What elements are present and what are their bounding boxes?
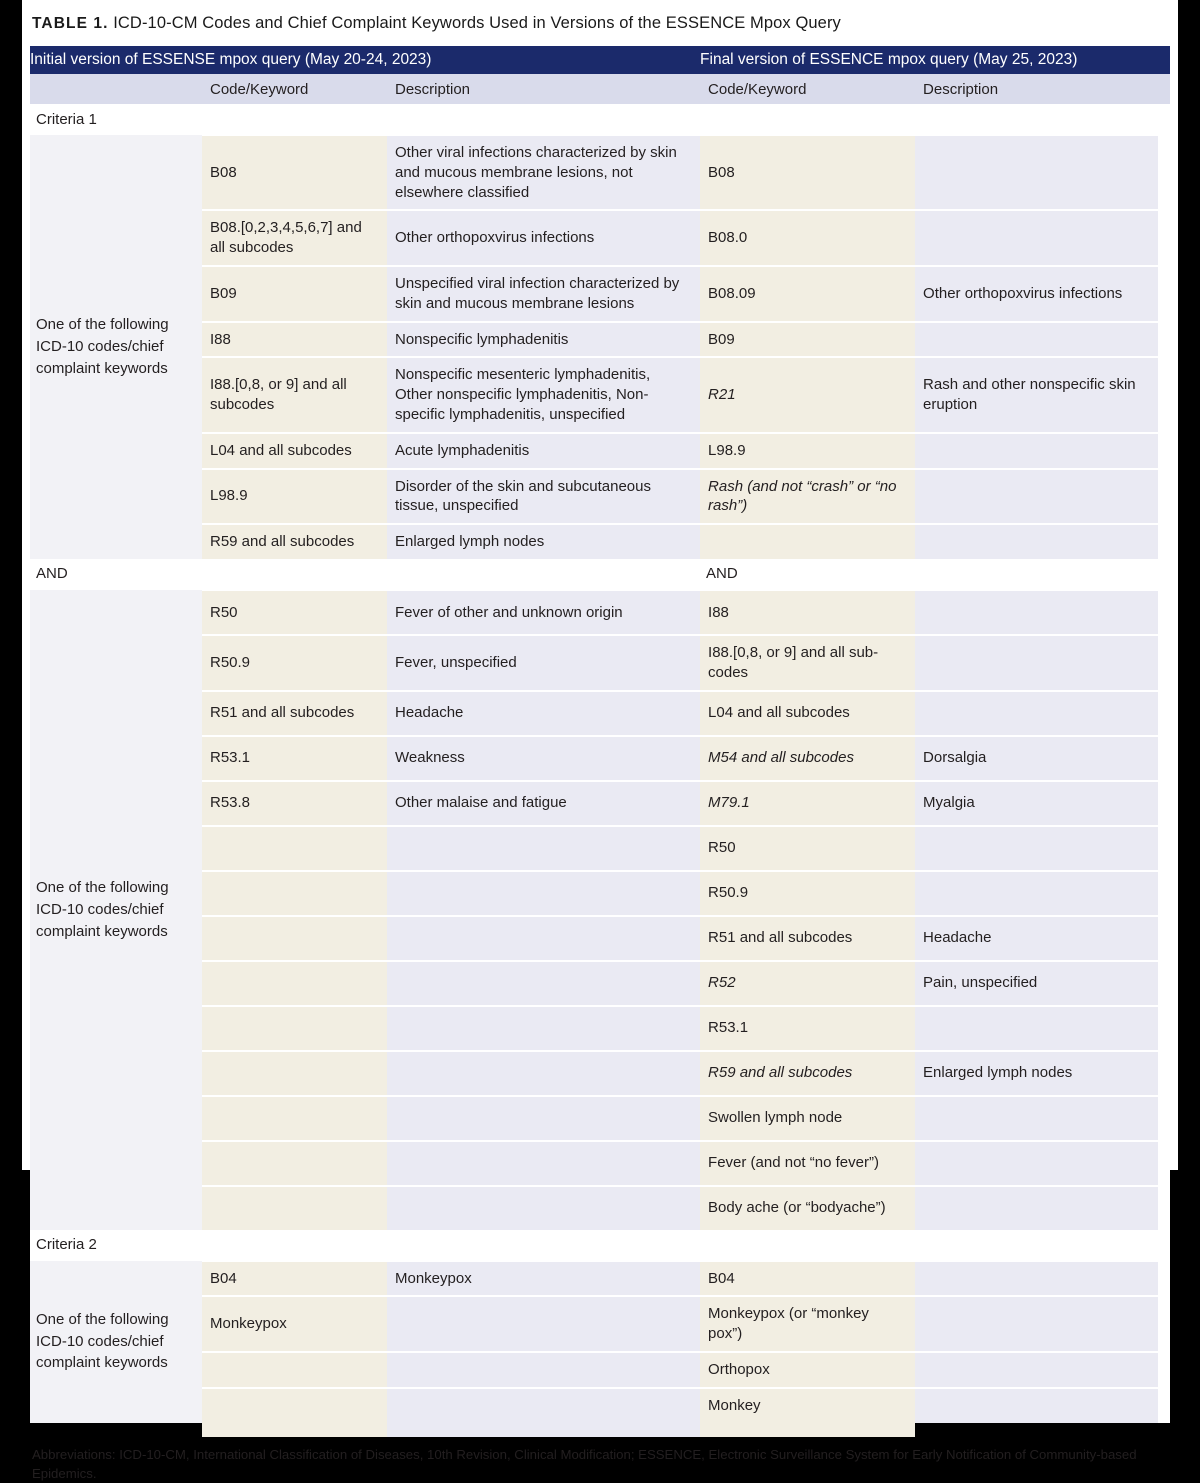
cell-code-keyword-initial: R59 and all subcodes [202, 524, 387, 559]
section-label-row [30, 559, 1170, 590]
cell-code-keyword-final: Monkey [700, 1388, 915, 1423]
cell-description-final: Myalgia [915, 781, 1158, 826]
cell-code-keyword-final: R50 [700, 826, 915, 871]
cell-description-initial [387, 1352, 700, 1388]
row-tail-spacer [1158, 1296, 1170, 1352]
criteria-1-label: Criteria 1 [30, 104, 1170, 135]
row-tail-spacer [1158, 961, 1170, 1006]
cell-code-keyword-initial: B09 [202, 266, 387, 322]
cell-code-keyword-final: L98.9 [700, 433, 915, 469]
cell-description-initial [387, 1006, 700, 1051]
cell-description-final [915, 1141, 1158, 1186]
cell-description-initial [387, 1296, 700, 1352]
criteria-label-criteria-1: One of the following ICD-10 codes/chief complaint keywords [30, 135, 202, 559]
criteria-label-criteria-1b: One of the following ICD-10 codes/chief complaint keywords [30, 590, 202, 1230]
cell-description-initial [387, 1388, 700, 1423]
cell-code-keyword-final: Body ache (or “bodyache”) [700, 1186, 915, 1230]
cell-description-final [915, 590, 1158, 635]
cell-description-final [915, 1096, 1158, 1141]
bottom-strip-cream-final [700, 1423, 915, 1437]
cell-description-final: Dorsalgia [915, 736, 1158, 781]
cell-code-keyword-final: R59 and all subcodes [700, 1051, 915, 1096]
cell-code-keyword-final: R51 and all subcodes [700, 916, 915, 961]
cell-code-keyword-final: B04 [700, 1261, 915, 1297]
cell-code-keyword-initial: R50.9 [202, 635, 387, 691]
row-tail-spacer [1158, 871, 1170, 916]
cell-code-keyword-final: B09 [700, 322, 915, 358]
row-tail-spacer [1158, 691, 1170, 736]
cell-code-keyword-final: M79.1 [700, 781, 915, 826]
cell-description-initial [387, 961, 700, 1006]
cell-description-final [915, 1261, 1158, 1297]
cell-description-final [915, 469, 1158, 525]
row-tail-spacer [1158, 524, 1170, 559]
cell-code-keyword-final: R53.1 [700, 1006, 915, 1051]
cell-description-final [915, 691, 1158, 736]
cell-description-initial: Weakness [387, 736, 700, 781]
cell-description-initial: Unspecified viral infection characterized by skin and mucous membrane lesions [387, 266, 700, 322]
criteria-label-criteria-2: One of the following ICD-10 codes/chief complaint keywords [30, 1261, 202, 1423]
cell-description-initial: Nonspecific lymphadenitis [387, 322, 700, 358]
cell-code-keyword-initial [202, 961, 387, 1006]
cell-code-keyword-final: Orthopox [700, 1352, 915, 1388]
subheader-description-1: Description [387, 74, 700, 104]
cell-description-final: Headache [915, 916, 1158, 961]
bottom-strip-cream-initial [202, 1423, 387, 1437]
cell-code-keyword-initial: Monkeypox [202, 1296, 387, 1352]
cell-description-initial: Monkeypox [387, 1261, 700, 1297]
cell-code-keyword-initial: B08 [202, 135, 387, 210]
criteria-2-label-right [700, 1230, 1170, 1261]
cell-code-keyword-initial: R53.1 [202, 736, 387, 781]
row-tail-spacer [1158, 590, 1170, 635]
cell-description-final [915, 322, 1158, 358]
table-header-row [30, 46, 1170, 74]
row-tail-spacer [1158, 1051, 1170, 1096]
cell-code-keyword-initial [202, 916, 387, 961]
table-subheader-row [30, 74, 1170, 104]
cell-code-keyword-final: Fever (and not “no fever”) [700, 1141, 915, 1186]
cell-description-initial: Other orthopoxvirus infections [387, 210, 700, 266]
subheader-code-keyword-1: Code/Keyword [202, 74, 387, 104]
table-row [30, 1261, 1170, 1297]
cell-code-keyword-initial: L98.9 [202, 469, 387, 525]
section-label-row-criteria-1 [30, 104, 1170, 135]
cell-code-keyword-initial: R53.8 [202, 781, 387, 826]
cell-code-keyword-final: B08 [700, 135, 915, 210]
cell-code-keyword-initial [202, 1186, 387, 1230]
table-figure-page [22, 0, 1178, 1481]
cell-code-keyword-initial [202, 826, 387, 871]
header-final-version: Final version of ESSENCE mpox query (May 25, 2023) [700, 46, 1170, 74]
cell-code-keyword-initial [202, 1006, 387, 1051]
cell-code-keyword-final: I88 [700, 590, 915, 635]
cell-code-keyword-final: M54 and all subcodes [700, 736, 915, 781]
subheader-code-keyword-2: Code/Keyword [700, 74, 915, 104]
row-tail-spacer [1158, 357, 1170, 432]
row-tail-spacer [1158, 1186, 1170, 1230]
page-title [22, 0, 1178, 33]
row-tail-spacer [1158, 1261, 1170, 1297]
subheader-description-2: Description [915, 74, 1158, 104]
cell-description-initial: Enlarged lymph nodes [387, 524, 700, 559]
cell-code-keyword-final: Rash (and not “crash” or “no rash”) [700, 469, 915, 525]
row-tail-spacer [1158, 826, 1170, 871]
cell-code-keyword-final: I88.[0,8, or 9] and all sub-codes [700, 635, 915, 691]
table-footnote: Abbreviations: ICD-10-CM, International Classification of Diseases, 10th Revision, Clinical Modification; ESSENCE, Electronic Surveillance System for Early Notification of Community-based Epidemics. [32, 1446, 1137, 1481]
cell-description-final: Enlarged lymph nodes [915, 1051, 1158, 1096]
cell-description-final [915, 210, 1158, 266]
cell-description-final [915, 135, 1158, 210]
and-label-right: AND [700, 559, 1170, 590]
cell-description-initial: Disorder of the skin and subcutaneous tissue, unspecified [387, 469, 700, 525]
cell-description-initial: Nonspecific mesenteric lymphadenitis, Other nonspecific lymphadenitis, Non-specific lymphadenitis, unspecified [387, 357, 700, 432]
cell-code-keyword-initial: B04 [202, 1261, 387, 1297]
cell-description-initial: Fever of other and unknown origin [387, 590, 700, 635]
cell-description-initial [387, 1141, 700, 1186]
cell-description-initial [387, 1096, 700, 1141]
table-number-label: TABLE 1. [32, 15, 109, 32]
row-tail-spacer [1158, 1141, 1170, 1186]
cell-description-final [915, 635, 1158, 691]
cell-code-keyword-initial: R50 [202, 590, 387, 635]
cell-code-keyword-final: R52 [700, 961, 915, 1006]
cell-code-keyword-final: R21 [700, 357, 915, 432]
cell-description-initial [387, 871, 700, 916]
cell-description-initial [387, 916, 700, 961]
cell-code-keyword-initial: L04 and all subcodes [202, 433, 387, 469]
cell-description-final: Rash and other nonspecific skin eruption [915, 357, 1158, 432]
header-initial-version: Initial version of ESSENSE mpox query (May 20-24, 2023) [30, 46, 700, 74]
cell-code-keyword-final: R50.9 [700, 871, 915, 916]
cell-description-initial: Fever, unspecified [387, 635, 700, 691]
bottom-strip-spacer-final [915, 1423, 1158, 1437]
cell-code-keyword-initial: B08.[0,2,3,4,5,6,7] and all subcodes [202, 210, 387, 266]
cell-description-final: Pain, unspecified [915, 961, 1158, 1006]
cell-code-keyword-final: L04 and all subcodes [700, 691, 915, 736]
subheader-spacer [30, 74, 202, 104]
bottom-strip-lavender-initial [387, 1423, 700, 1437]
cell-description-final [915, 871, 1158, 916]
criteria-2-label: Criteria 2 [30, 1230, 700, 1261]
row-tail-spacer [1158, 266, 1170, 322]
cell-code-keyword-final: B08.09 [700, 266, 915, 322]
table-title-text: ICD-10-CM Codes and Chief Complaint Keywords Used in Versions of the ESSENCE Mpox Query [108, 14, 841, 32]
cell-description-final: Other orthopoxvirus infections [915, 266, 1158, 322]
row-tail-spacer [1158, 916, 1170, 961]
table-bottom-strip [30, 1423, 1170, 1437]
row-tail-spacer [1158, 433, 1170, 469]
cell-description-initial [387, 1186, 700, 1230]
cell-code-keyword-initial [202, 1141, 387, 1186]
row-tail-spacer [1158, 781, 1170, 826]
cell-description-initial: Headache [387, 691, 700, 736]
section-label-row [30, 1230, 1170, 1261]
icd-codes-table [30, 46, 1170, 1437]
table-row [30, 590, 1170, 635]
bottom-strip-tail [1158, 1423, 1170, 1437]
cell-description-final [915, 433, 1158, 469]
cell-description-final [915, 1388, 1158, 1423]
row-tail-spacer [1158, 469, 1170, 525]
cell-code-keyword-final: Monkeypox (or “monkey pox”) [700, 1296, 915, 1352]
cell-description-final [915, 826, 1158, 871]
cell-description-final [915, 1186, 1158, 1230]
cell-code-keyword-initial [202, 871, 387, 916]
bottom-strip-spacer-left [30, 1423, 202, 1437]
row-tail-spacer [1158, 1006, 1170, 1051]
cell-code-keyword-initial [202, 1051, 387, 1096]
cell-code-keyword-final: Swollen lymph node [700, 1096, 915, 1141]
cell-code-keyword-initial: R51 and all subcodes [202, 691, 387, 736]
cell-description-initial: Other malaise and fatigue [387, 781, 700, 826]
cell-code-keyword-final: B08.0 [700, 210, 915, 266]
cell-description-final [915, 1352, 1158, 1388]
cell-description-initial [387, 1051, 700, 1096]
row-tail-spacer [1158, 135, 1170, 210]
cell-description-final [915, 524, 1158, 559]
and-label-left: AND [30, 559, 700, 590]
table-row [30, 135, 1170, 210]
row-tail-spacer [1158, 1096, 1170, 1141]
cell-code-keyword-initial [202, 1352, 387, 1388]
row-tail-spacer [1158, 1388, 1170, 1423]
cell-description-initial [387, 826, 700, 871]
cell-code-keyword-initial: I88 [202, 322, 387, 358]
cell-code-keyword-initial [202, 1096, 387, 1141]
subheader-tail [1158, 74, 1170, 104]
cell-description-initial: Acute lymphadenitis [387, 433, 700, 469]
cell-description-final [915, 1006, 1158, 1051]
row-tail-spacer [1158, 210, 1170, 266]
row-tail-spacer [1158, 635, 1170, 691]
cell-description-final [915, 1296, 1158, 1352]
row-tail-spacer [1158, 322, 1170, 358]
cell-code-keyword-initial: I88.[0,8, or 9] and all subcodes [202, 357, 387, 432]
cell-code-keyword-initial [202, 1388, 387, 1423]
cell-description-initial: Other viral infections characterized by skin and mucous membrane lesions, not elsewhere classified [387, 135, 700, 210]
row-tail-spacer [1158, 1352, 1170, 1388]
row-tail-spacer [1158, 736, 1170, 781]
cell-code-keyword-final [700, 524, 915, 559]
